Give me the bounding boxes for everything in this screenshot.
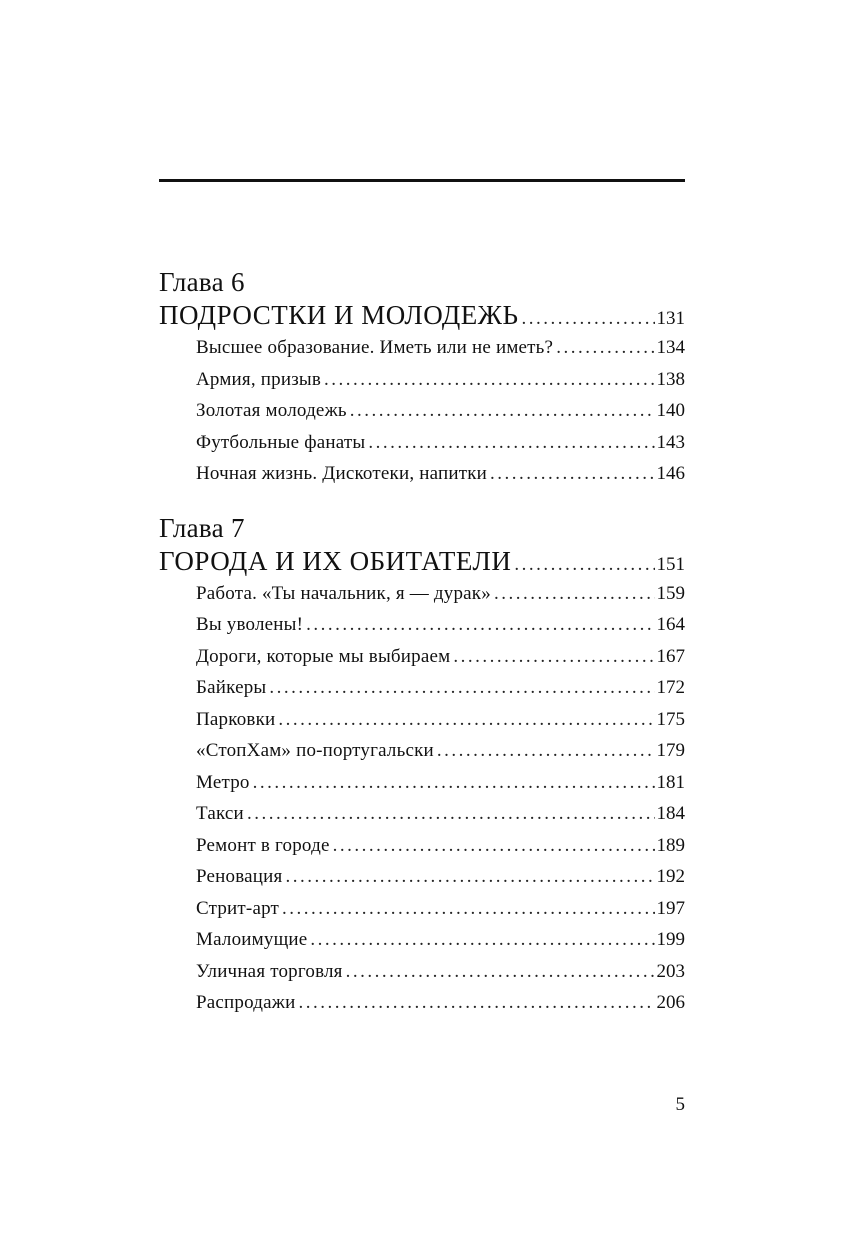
toc-entry[interactable] [159,767,685,799]
entry-page-number: 134 [656,337,685,358]
dot-leader [437,735,655,767]
dot-leader [269,672,654,704]
toc-entry[interactable] [159,924,685,956]
dot-leader [324,364,654,396]
entry-title: Байкеры [196,677,267,698]
toc-entry[interactable] [159,609,685,641]
entry-title: Стрит-арт [196,897,280,919]
entry-title: Реновация [196,866,283,887]
chapter-title-row[interactable] [159,298,685,332]
entry-title: Метро [196,771,250,793]
toc-entry[interactable] [159,364,685,396]
entry-title: Золотая молодежь [196,400,347,421]
toc-entry[interactable] [159,798,685,830]
chapter-entries [159,578,685,1019]
toc-entry[interactable] [159,395,685,427]
toc-entry[interactable] [159,861,685,893]
chapter-entries [159,332,685,490]
entry-title: «СтопХам» по-португальски [196,740,434,761]
toc-entry[interactable] [159,956,685,988]
toc-entry[interactable] [159,830,685,862]
dot-leader [368,427,654,459]
dot-leader [453,641,654,673]
entry-page-number: 167 [656,645,685,667]
dot-leader [253,767,655,799]
dot-leader [521,302,654,336]
entry-title: Ночная жизнь. Дискотеки, напитки [196,463,488,484]
dot-leader [278,704,654,736]
entry-page-number: 140 [656,400,685,421]
entry-page-number: 203 [656,960,685,982]
entry-title: Распродажи [196,992,296,1013]
dot-leader [282,893,654,925]
entry-title: Работа. «Ты начальник, я — дурак» [196,582,491,604]
entry-page-number: 199 [656,929,685,950]
entry-page-number: 164 [656,614,685,635]
entry-page-number: 172 [656,677,685,698]
dot-leader [514,548,654,582]
entry-page-number: 179 [656,740,685,761]
entry-title: Малоимущие [196,929,308,950]
toc-entry[interactable] [159,704,685,736]
toc-entry[interactable] [159,458,685,490]
toc-entry[interactable] [159,578,685,610]
dot-leader [494,578,655,610]
dot-leader [298,987,654,1019]
entry-page-number: 184 [656,803,685,824]
table-of-contents [159,266,685,1019]
page-number: 5 [675,1094,685,1115]
dot-leader [247,798,655,830]
entry-title: Такси [196,803,244,824]
entry-page-number: 143 [656,431,685,453]
chapter-page-number: 151 [656,553,685,575]
entry-title: Уличная торговля [196,960,343,982]
chapter-page-number: 131 [656,308,685,329]
entry-title: Футбольные фанаты [196,431,366,453]
toc-entry[interactable] [159,987,685,1019]
entry-page-number: 159 [656,582,685,604]
chapter-title: ГОРОДА И ИХ ОБИТАТЕЛИ [159,545,512,576]
entry-title: Армия, призыв [196,368,322,390]
entry-title: Ремонт в городе [196,834,330,856]
chapter-label: Глава 6 [159,267,245,297]
dot-leader [310,924,654,956]
entry-page-number: 181 [656,771,685,793]
entry-title: Дороги, которые мы выбираем [196,645,451,667]
toc-entry[interactable] [159,641,685,673]
chapter-7 [159,512,685,1019]
toc-entry[interactable] [159,893,685,925]
dot-leader [285,861,654,893]
chapter-6 [159,266,685,490]
chapter-label: Глава 7 [159,512,245,543]
dot-leader [490,458,654,490]
dot-leader [333,830,655,862]
top-rule-divider [159,179,685,182]
entry-title: Высшее образование. Иметь или не иметь? [196,337,554,358]
entry-page-number: 189 [656,834,685,856]
toc-entry[interactable] [159,672,685,704]
chapter-title: ПОДРОСТКИ И МОЛОДЕЖЬ [159,300,519,330]
toc-entry[interactable] [159,427,685,459]
entry-title: Вы уволены! [196,614,304,635]
dot-leader [346,956,655,988]
dot-leader [556,332,654,364]
toc-entry[interactable] [159,735,685,767]
entry-page-number: 175 [656,708,685,730]
dot-leader [350,395,655,427]
entry-page-number: 197 [656,897,685,919]
entry-title: Парковки [196,708,276,730]
entry-page-number: 138 [656,368,685,390]
chapter-title-row[interactable] [159,544,685,578]
dot-leader [306,609,654,641]
entry-page-number: 146 [656,463,685,484]
entry-page-number: 192 [656,866,685,887]
entry-page-number: 206 [656,992,685,1013]
toc-entry[interactable] [159,332,685,364]
